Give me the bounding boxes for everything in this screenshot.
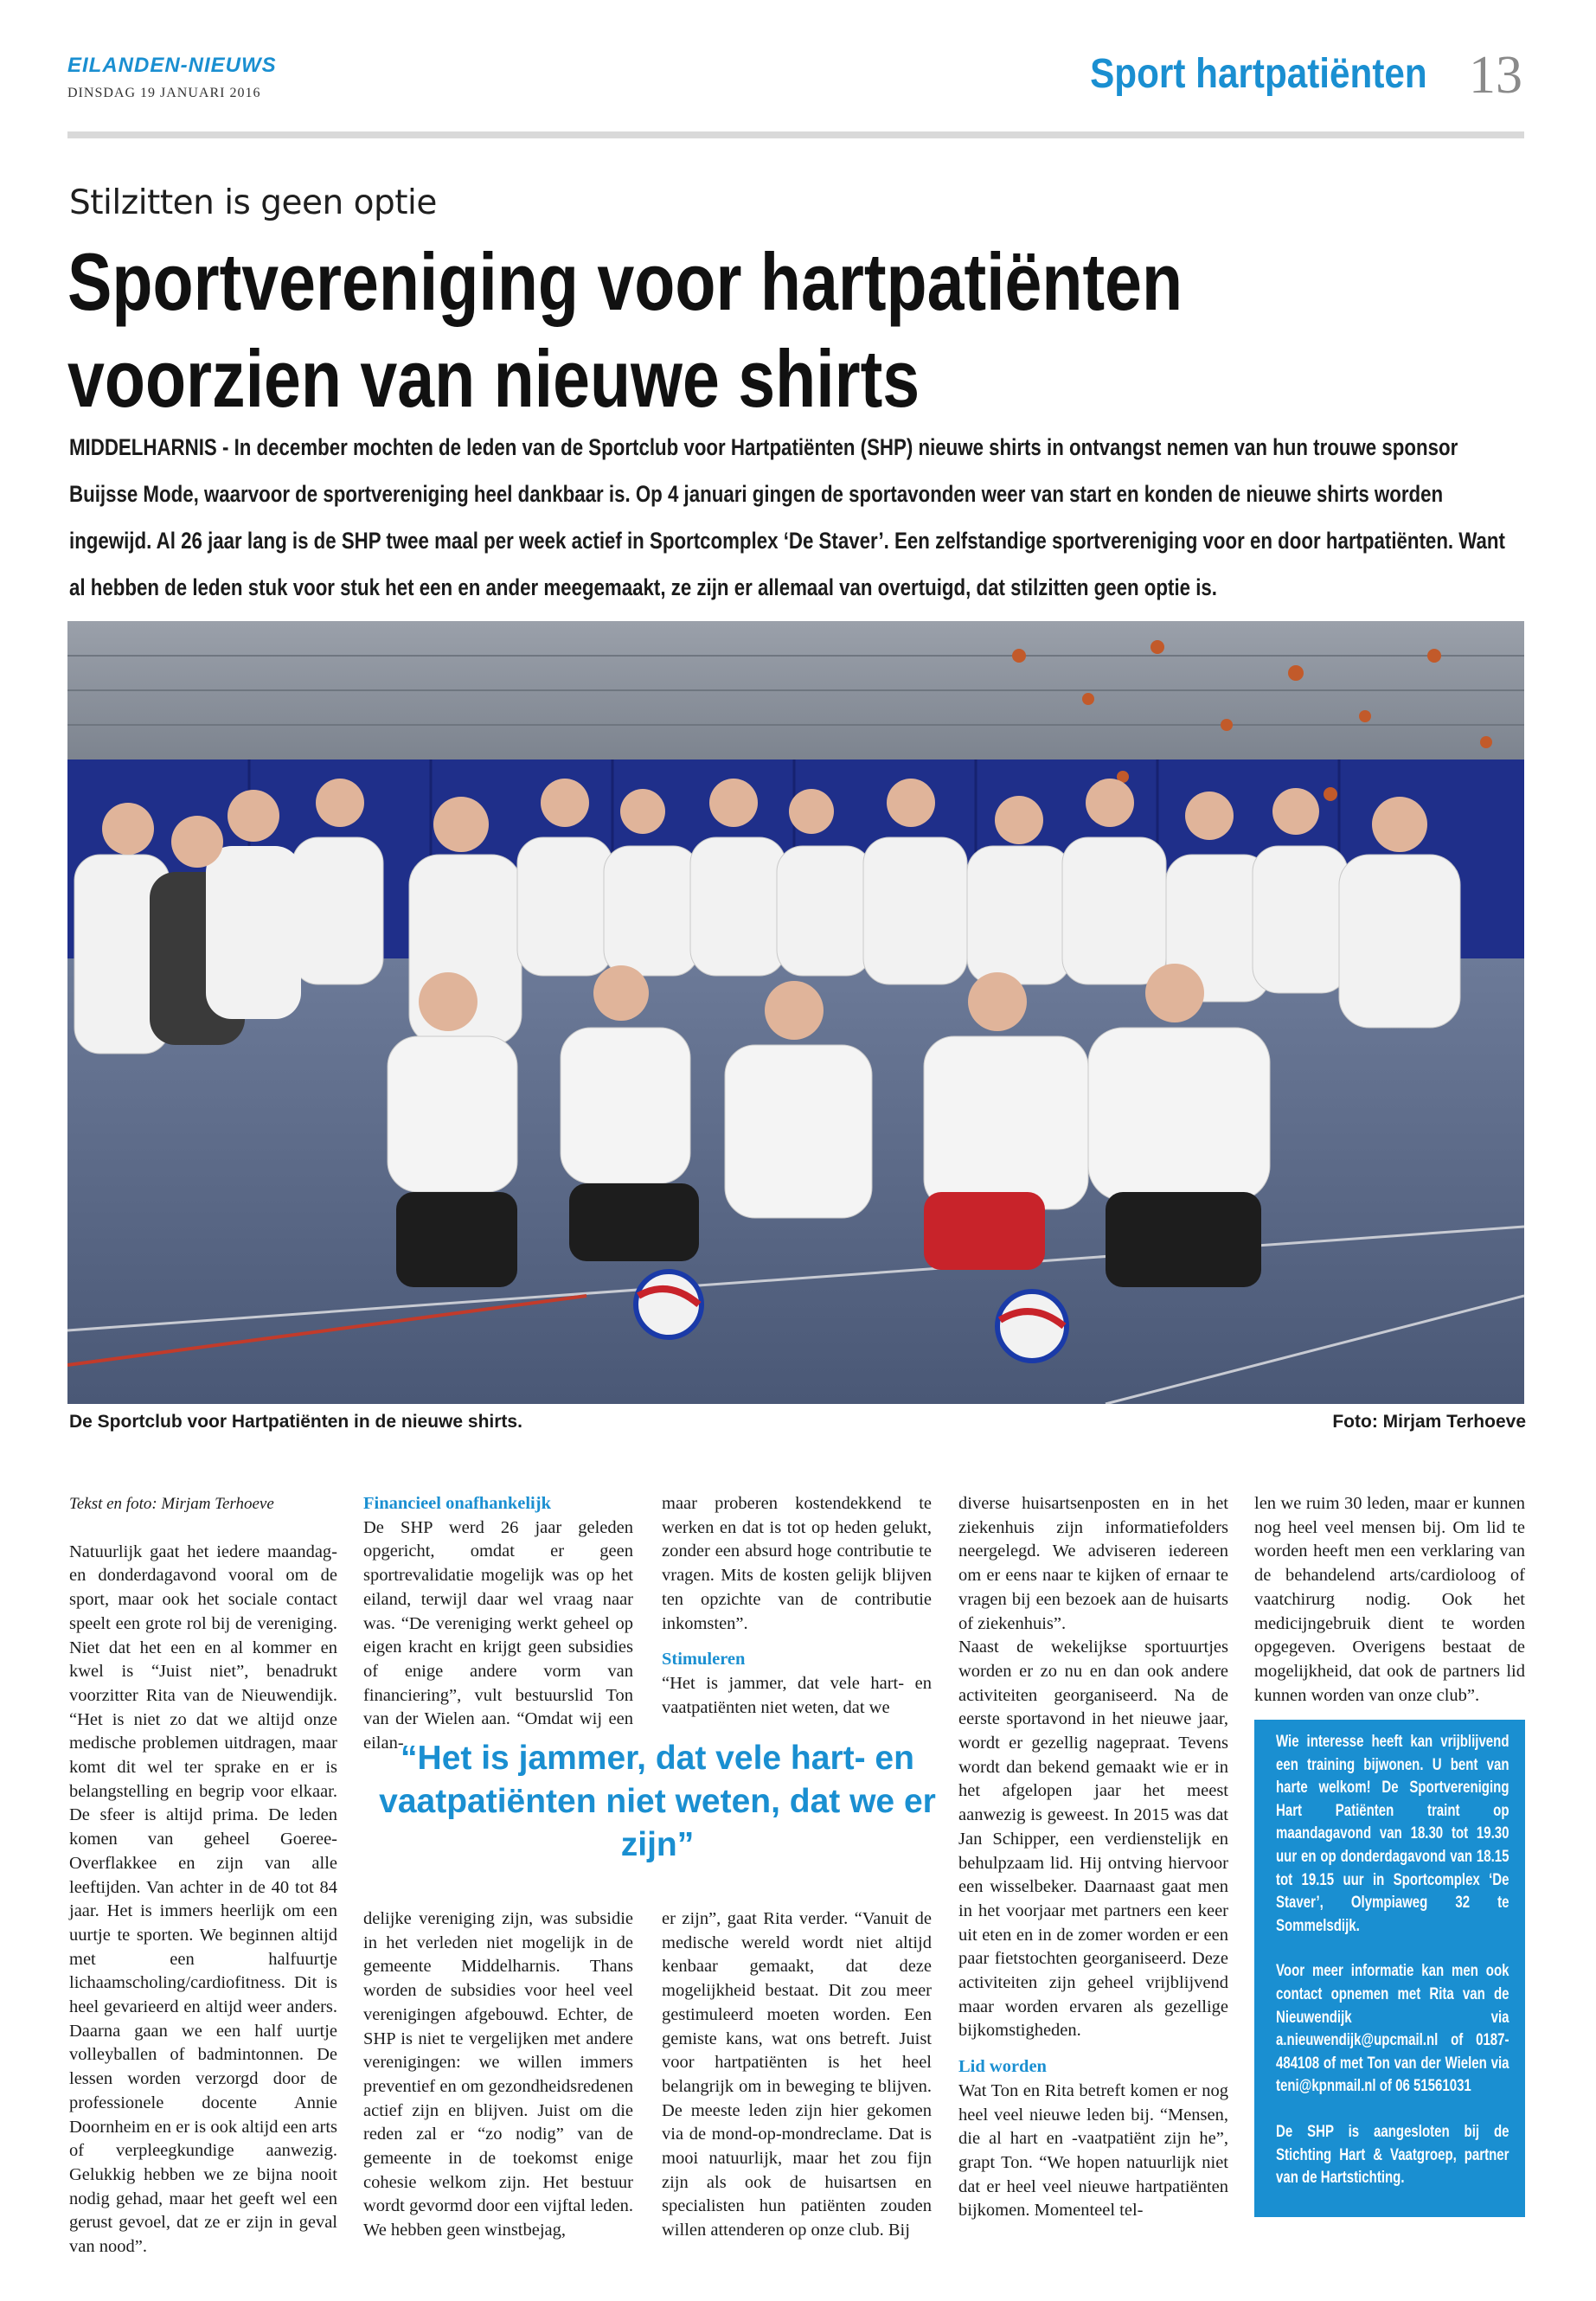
photo-caption (69, 1412, 1526, 1433)
article-kicker: Stilzitten is geen optie (69, 183, 437, 222)
column-1-paragraph: Natuurlijk gaat het iedere maandag- en donderdagavond vooral om de sport, maar ook het sociale contact speelt een grote rol bij de vereniging. Niet dat het een en al kommer en kwel is “Juist niet”, benadrukt voorzitter Rita van de Nieuwendijk. “Het is niet zo dat we altijd onze medische problemen uitdragen, maar komt dit wel ter sprake en er is belangstelling en begrip voor elkaar. De sfeer is altijd prima. De leden komen van geheel Goeree-Overflakkee en zijn van alle leeftijden. Van achter in de 40 tot 84 jaar. Het is immers heerlijk om een uurtje te sporten. We beginnen altijd met een halfuurtje lichaamscholing/cardiofitness. Dit is heel gevarieerd en altijd weer anders. Daarna gaan we een half uurtje volleyballen of badmintonnen. De lessen worden verzorgd door de professionele docente Annie Doornheim en er is ook altijd een arts of verpleegkundige aanwezig. Gelukkig hebben we ze bijna nooit nodig gehad, maar het geeft wel een gerust gevoel, dat ze er zijn in geval van nood”. (69, 1541, 337, 2257)
column-2-paragraph-2: delijke vereniging zijn, was subsidie in het verleden niet mogelijk in de gemeente Middelharnis. Thans worden de subsidies voor heel veel verenigingen afgebouwd. Echter, de SHP is niet te vergelijken met andere verenigingen: we willen immers preventief en om gezondheidsredenen actief zijn en blijven. Juist om die reden zal er “zo nodig” van de gemeente in de toekomst enige cohesie welkom zijn. Het bestuur wordt gevormd door een vijftal leden. We hebben geen winstbejag, (363, 1909, 633, 2240)
column-2-paragraph-1: De SHP werd 26 jaar geleden opgericht, omdat er geen sportrevalidatie mogelijk was op het eiland, terwijl daar wel vraag naar was. “De vereniging werkt geheel op eigen kracht en krijgt geen subsidies of enige andere vorm van financiering”, vult bestuurslid Ton van der Wielen aan. “Omdat wij een eilan- (363, 1517, 633, 1753)
headline-line-1: Sportvereniging voor hartpatiënten (67, 236, 1183, 327)
column-4-paragraph-3: Wat Ton en Rita betreft komen er nog heel veel nieuwe leden bij. “Mensen, die al hart en -vaatpatiënt zijn he”, grapt Ton. “We hopen natuurlijk niet dat er heel veel nieuwe hartpatiënten bijkomen. Momenteel tel- (958, 2080, 1228, 2221)
group-photo (67, 621, 1524, 1404)
column-2 (363, 1492, 633, 1756)
column-4 (958, 1492, 1228, 2223)
section-title: Sport hartpatiënten (1090, 51, 1427, 97)
column-5 (1254, 1492, 1525, 1708)
subheading-stimuleren: Stimuleren (662, 1650, 746, 1670)
column-3 (662, 1492, 932, 1720)
column-3-paragraph-2: “Het is jammer, dat vele hart- en vaatpatiënten niet weten, dat we (662, 1673, 932, 1717)
column-1 (69, 1492, 337, 2259)
column-3-continued (662, 1907, 932, 2243)
group-photo-illustration (67, 621, 1524, 1404)
photo-credit: Foto: Mirjam Terhoeve (1332, 1412, 1526, 1432)
issue-date: DINSDAG 19 JANUARI 2016 (67, 86, 261, 100)
info-box-training: Wie interesse heeft kan vrijblijvend een training bijwonen. U bent van harte welkom! De Sportvereniging Hart Patiënten traint op maandagavond van 18.30 tot 19.30 uur en op donderdagavond van 18.15 tot 19.15 uur in Sportcomplex ‘De Staver’, Olympiaweg 32 te Sommelsdijk. (1276, 1732, 1509, 1935)
page-number: 13 (1469, 46, 1522, 105)
column-2-continued (363, 1907, 633, 2243)
newspaper-logo: EILANDEN-NIEUWS (67, 54, 277, 77)
header-rule (67, 131, 1524, 138)
byline: Tekst en foto: Mirjam Terhoeve (69, 1495, 274, 1513)
subheading-financieel: Financieel onafhankelijk (363, 1494, 551, 1513)
column-5-paragraph: len we ruim 30 leden, maar er kunnen nog heel veel mensen bij. Om lid te worden heeft men een verklaring van de behandelend arts/cardioloog of vaatchirurg nodig. Ook het medicijngebruik dient te worden opgegeven. Overigens bestaat de mogelijkheid, dat ook de partners lid kunnen worden van onze club”. (1254, 1494, 1525, 1705)
info-box-affiliation: De SHP is aangesloten bij de Stichting Hart & Vaatgroep, partner van de Hartstichting. (1276, 2121, 1509, 2188)
article-headline (67, 234, 1273, 427)
pull-quote: “Het is jammer, dat vele hart- en vaatpatiënten niet weten, dat we er zijn” (379, 1740, 936, 1863)
column-3-paragraph-1: maar proberen kostendekkend te werken en dat is tot op heden gelukt, zonder een absurd hoge contributie te vragen. Mits de kosten gelijk blijven ten opzichte van de contributie inkomsten”. (662, 1494, 932, 1633)
column-4-paragraph-2: Naast de wekelijkse sportuurtjes worden er zo nu en dan ook andere activiteiten georganiseerd. Na de eerste sportavond in het nieuwe jaar, wordt er gezellig nagepraat. Tevens wordt dan bekend gemaakt wie er in het afgelopen jaar het meest aanwezig is geweest. In 2015 was dat Jan Schipper, een verdienstelijk en behulpzaam lid. Hij ontving hiervoor een wisselbeker. Daarnaast gaat men in het voorjaar met partners een keer uit eten en in de zomer worden er een paar fietstochten georganiseerd. Deze activiteiten zijn geheel vrijblijvend maar worden ervaren als gezellige bijkomstigheden. (958, 1638, 1228, 2041)
info-box-contact: Voor meer informatie kan men ook contact opnemen met Rita van de Nieuwendijk via a.nieuwendijk@upcmail.nl of 0187-484108 of met Ton van der Wielen via teni@kpnmail.nl of 06 51561031 (1276, 1961, 1509, 2096)
headline-line-2: voorzien van nieuwe shirts (67, 333, 920, 424)
subheading-lid-worden: Lid worden (958, 2057, 1047, 2077)
info-box (1254, 1720, 1525, 2217)
article-intro: MIDDELHARNIS - In december mochten de leden van de Sportclub voor Hartpatiënten (SHP) nieuwe shirts in ontvangst nemen van hun trouwe sponsor Buijsse Mode, waarvoor de sportvereniging heel dankbaar is. Op 4 januari gingen de sportavonden weer van start en konden de nieuwe shirts worden ingewijd. Al 26 jaar lang is de SHP twee maal per week actief in Sportcomplex ‘De Staver’. Een zelfstandige sportvereniging voor en door hartpatiënten. Want al hebben de leden stuk voor stuk het een en ander meegemaakt, ze zijn er allemaal van overtuigd, dat stilzitten geen optie is. (69, 434, 1505, 600)
column-4-paragraph-1: diverse huisartsenposten en in het ziekenhuis zijn informatiefolders neergelegd. We adviseren iedereen om er eens naar te kijken of ernaar te vragen bij een bezoek aan de huisarts of ziekenhuis”. (958, 1494, 1228, 1633)
column-3-paragraph-3: er zijn”, gaat Rita verder. “Vanuit de medische wereld wordt niet altijd kenbaar gemaakt, dat deze mogelijkheid bestaat. Dit zou meer gestimuleerd moeten worden. Een gemiste kans, wat ons betreft. Juist voor hartpatiënten is het heel belangrijk om in beweging te blijven. De meeste leden zijn hier gekomen via de mond-op-mondreclame. Dat is mooi natuurlijk, maar het zou fijn zijn als ook de huisartsen en specialisten hun patiënten zouden willen attenderen op onze club. Bij (662, 1909, 932, 2240)
photo-caption-text: De Sportclub voor Hartpatiënten in de nieuwe shirts. (69, 1412, 522, 1432)
